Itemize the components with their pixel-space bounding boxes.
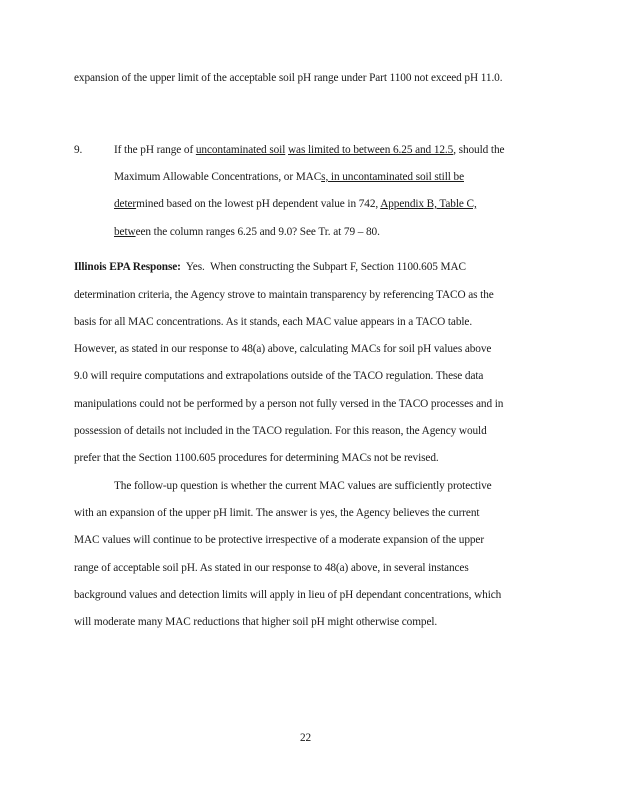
question-text: Maximum Allowable Concentrations, or MAC bbox=[114, 171, 322, 183]
response-p2-line-5: background values and detection limits will apply in lieu of pH dependant concentrations, which bbox=[74, 589, 502, 601]
question-line-3 bbox=[114, 197, 477, 211]
response-line-1 bbox=[74, 260, 466, 274]
response-line-6: manipulations could not be performed by a person not fully versed in the TACO processes and in bbox=[74, 398, 504, 410]
intro-line: expansion of the upper limit of the acceptable soil pH range under Part 1100 not exceed pH 11.0. bbox=[74, 72, 503, 84]
response-text: Yes. When constructing the Subpart F, Section 1100.605 MAC bbox=[180, 261, 466, 273]
question-text: , should the bbox=[453, 144, 505, 156]
response-line-5: 9.0 will require computations and extrapolations outside of the TACO regulation. These data bbox=[74, 370, 484, 382]
page-number: 22 bbox=[300, 732, 312, 744]
question-number: 9. bbox=[74, 144, 83, 156]
response-p2-line-6: will moderate many MAC reductions that higher soil pH might otherwise compel. bbox=[74, 616, 438, 628]
question-underlined: s, in uncontaminated soil still be bbox=[321, 171, 464, 183]
question-line-2 bbox=[114, 170, 464, 184]
response-p2-line-2: with an expansion of the upper pH limit. The answer is yes, the Agency believes the current bbox=[74, 507, 480, 519]
response-p2-line-3: MAC values will continue to be protective irrespective of a moderate expansion of the upper bbox=[74, 534, 485, 546]
question-underlined: deter bbox=[114, 198, 137, 210]
question-underlined: was limited to between 6.25 and 12.5 bbox=[288, 144, 454, 156]
response-line-2: determination criteria, the Agency strove to maintain transparency by referencing TACO as the bbox=[74, 289, 494, 301]
question-text: een the column ranges 6.25 and 9.0? See Tr. at 79 – 80. bbox=[135, 226, 380, 238]
response-label: Illinois EPA Response: bbox=[74, 261, 181, 273]
response-line-3: basis for all MAC concentrations. As it stands, each MAC value appears in a TACO table. bbox=[74, 316, 473, 328]
question-underlined: betw bbox=[114, 226, 136, 238]
response-line-4: However, as stated in our response to 48(a) above, calculating MACs for soil pH values above bbox=[74, 343, 492, 355]
question-line-1 bbox=[114, 143, 504, 157]
response-line-7: possession of details not included in the TACO regulation. For this reason, the Agency would bbox=[74, 425, 487, 437]
response-p2-line-4: range of acceptable soil pH. As stated in our response to 48(a) above, in several instances bbox=[74, 562, 469, 574]
response-line-8: prefer that the Section 1100.605 procedures for determining MACs not be revised. bbox=[74, 452, 439, 464]
question-text: mined based on the lowest pH dependent value in 742, bbox=[136, 198, 381, 210]
question-line-4 bbox=[114, 225, 380, 239]
question-underlined: Appendix B, Table C, bbox=[380, 198, 477, 210]
question-underlined: uncontaminated soil bbox=[195, 144, 286, 156]
question-text: If the pH range of bbox=[114, 144, 196, 156]
response-p2-line-1: The follow-up question is whether the current MAC values are sufficiently protective bbox=[114, 480, 492, 492]
